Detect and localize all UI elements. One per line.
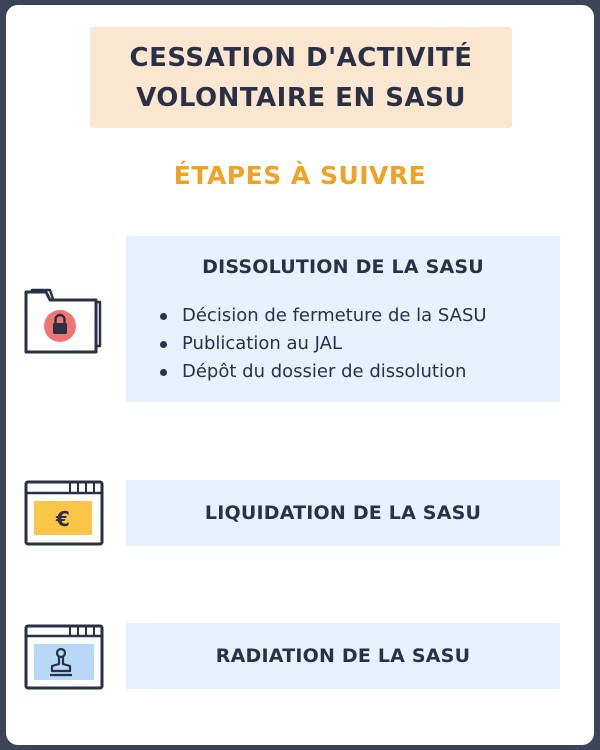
list-item: Décision de fermeture de la SASU [160,302,487,330]
title-banner [90,27,512,128]
step-title-dissolution: DISSOLUTION DE LA SASU [202,256,484,278]
locked-folder-icon [24,286,104,359]
title-line-1: CESSATION D'ACTIVITÉ [129,42,473,73]
dissolution-bullet-list [126,302,487,386]
step-radiation [126,623,560,689]
euro-folder-icon [24,480,104,553]
subtitle: ÉTAPES À SUIVRE [173,161,427,190]
step-dissolution [126,236,560,402]
list-item: Dépôt du dossier de dissolution [160,358,487,386]
step-title-liquidation: LIQUIDATION DE LA SASU [204,502,482,524]
title-line-2: VOLONTAIRE EN SASU [136,82,466,113]
stamp-folder-icon [24,624,104,695]
step-liquidation [126,480,560,546]
euro-symbol: € [56,507,70,531]
step-title-radiation: RADIATION DE LA SASU [215,645,471,667]
list-item: Publication au JAL [160,330,487,358]
